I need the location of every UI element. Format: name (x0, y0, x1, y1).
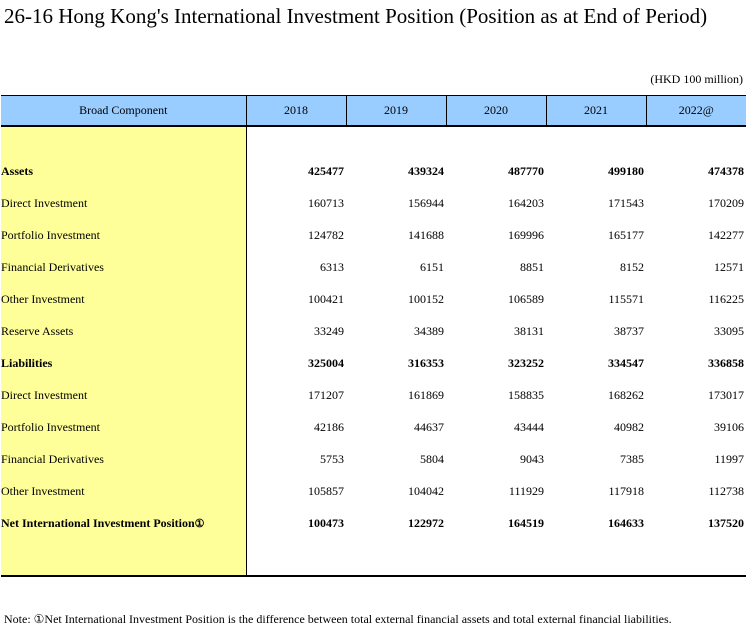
cell-value: 106589 (508, 291, 544, 306)
cell-value: 142277 (708, 227, 744, 242)
iip-table (1, 95, 746, 577)
page-title: 26-16 Hong Kong's International Investment Position (Position as at End of Period) (4, 4, 708, 28)
cell-value: 122972 (408, 515, 444, 530)
cell-value: 169996 (508, 227, 544, 242)
cell-value: 171207 (308, 387, 344, 402)
cell-value: 141688 (408, 227, 444, 242)
row-label-text: Financial Derivatives (1, 259, 104, 274)
cell-value: 323252 (508, 355, 544, 370)
cell-value: 425477 (308, 163, 344, 178)
end-row (1, 539, 746, 576)
cell-value: 173017 (708, 387, 744, 402)
cell-value: 104042 (408, 483, 444, 498)
row-label-text: Portfolio Investment (1, 227, 100, 242)
header-broad-component: Broad Component (1, 96, 246, 127)
cell-value: 5753 (320, 451, 344, 466)
unit-label: (HKD 100 million) (650, 72, 743, 86)
row-label (1, 155, 246, 187)
cell-value: 474378 (708, 163, 744, 178)
cell-value: 38737 (614, 323, 644, 338)
row-label-text: Other Investment (1, 291, 85, 306)
header-2021: 2021 (546, 96, 646, 127)
table-row (1, 411, 746, 443)
cell-value: 171543 (608, 195, 644, 210)
cell-value: 7385 (620, 451, 644, 466)
cell-value: 11997 (714, 451, 744, 466)
cell-value: 170209 (708, 195, 744, 210)
cell-value: 34389 (414, 323, 444, 338)
row-label (1, 315, 246, 347)
cell-value: 105857 (308, 483, 344, 498)
cell-value: 164519 (508, 515, 544, 530)
cell-value: 168262 (608, 387, 644, 402)
header-2018: 2018 (246, 96, 346, 127)
cell-value: 165177 (608, 227, 644, 242)
row-label (1, 283, 246, 315)
cell-value: 112738 (708, 483, 744, 498)
table-row (1, 251, 746, 283)
cell-value: 164633 (608, 515, 644, 530)
cell-value: 8851 (520, 259, 544, 274)
cell-value: 43444 (514, 419, 544, 434)
cell-value: 325004 (308, 355, 344, 370)
cell-value: 100152 (408, 291, 444, 306)
row-label-text: Net International Investment Position (1, 515, 195, 530)
row-label-text: Portfolio Investment (1, 419, 100, 434)
table-row (1, 475, 746, 507)
cell-value: 316353 (408, 355, 444, 370)
table-row (1, 283, 746, 315)
row-label-text: Financial Derivatives (1, 451, 104, 466)
cell-value: 156944 (408, 195, 444, 210)
table-body (1, 155, 746, 539)
cell-value: 100421 (308, 291, 344, 306)
cell-value: 124782 (308, 227, 344, 242)
cell-value: 164203 (508, 195, 544, 210)
cell-value: 6313 (320, 259, 344, 274)
cell-value: 116225 (708, 291, 744, 306)
cell-value: 39106 (714, 419, 744, 434)
row-label (1, 443, 246, 475)
table-row (1, 379, 746, 411)
cell-value: 160713 (308, 195, 344, 210)
cell-value: 158835 (508, 387, 544, 402)
row-label-text: Direct Investment (1, 195, 88, 210)
cell-value: 9043 (520, 451, 544, 466)
cell-value: 8152 (620, 259, 644, 274)
row-label (1, 411, 246, 443)
row-label-text: Liabilities (1, 355, 53, 370)
cell-value: 117918 (608, 483, 644, 498)
row-label-text: Reserve Assets (1, 323, 74, 338)
cell-value: 40982 (614, 419, 644, 434)
row-label (1, 187, 246, 219)
cell-value: 42186 (314, 419, 344, 434)
table-row (1, 219, 746, 251)
row-label (1, 475, 246, 507)
row-label (1, 379, 246, 411)
cell-value: 161869 (408, 387, 444, 402)
spacer-row (1, 126, 746, 155)
cell-value: 5804 (420, 451, 444, 466)
cell-value: 111929 (508, 483, 544, 498)
row-label-text: Other Investment (1, 483, 85, 498)
cell-value: 6151 (420, 259, 444, 274)
table-row (1, 347, 746, 379)
cell-value: 137520 (708, 515, 744, 530)
cell-value: 336858 (708, 355, 744, 370)
cell-value: 33095 (714, 323, 744, 338)
cell-value: 499180 (608, 163, 644, 178)
cell-value: 38131 (514, 323, 544, 338)
row-label-text: Assets (1, 163, 33, 178)
cell-value: 334547 (608, 355, 644, 370)
row-label (1, 347, 246, 379)
row-label-text: Direct Investment (1, 387, 88, 402)
cell-value: 12571 (714, 259, 744, 274)
cell-value: 100473 (308, 515, 344, 530)
table-row (1, 507, 746, 539)
cell-value: 44637 (414, 419, 444, 434)
table-row (1, 155, 746, 187)
table-row (1, 443, 746, 475)
cell-value: 487770 (508, 163, 544, 178)
cell-value: 115571 (608, 291, 644, 306)
header-2020: 2020 (446, 96, 546, 127)
header-2019: 2019 (346, 96, 446, 127)
header-2022: 2022@ (646, 96, 746, 127)
row-label (1, 219, 246, 251)
table-row (1, 315, 746, 347)
cell-value: 33249 (314, 323, 344, 338)
cell-value: 439324 (408, 163, 444, 178)
footnote-marker: ① (194, 517, 205, 530)
table-row (1, 187, 746, 219)
footnote: Note: ①Net International Investment Position is the difference between total external financial assets and total external financial liabilities. (4, 612, 672, 626)
row-label (1, 507, 246, 539)
table-header-row (1, 96, 746, 127)
row-label (1, 251, 246, 283)
